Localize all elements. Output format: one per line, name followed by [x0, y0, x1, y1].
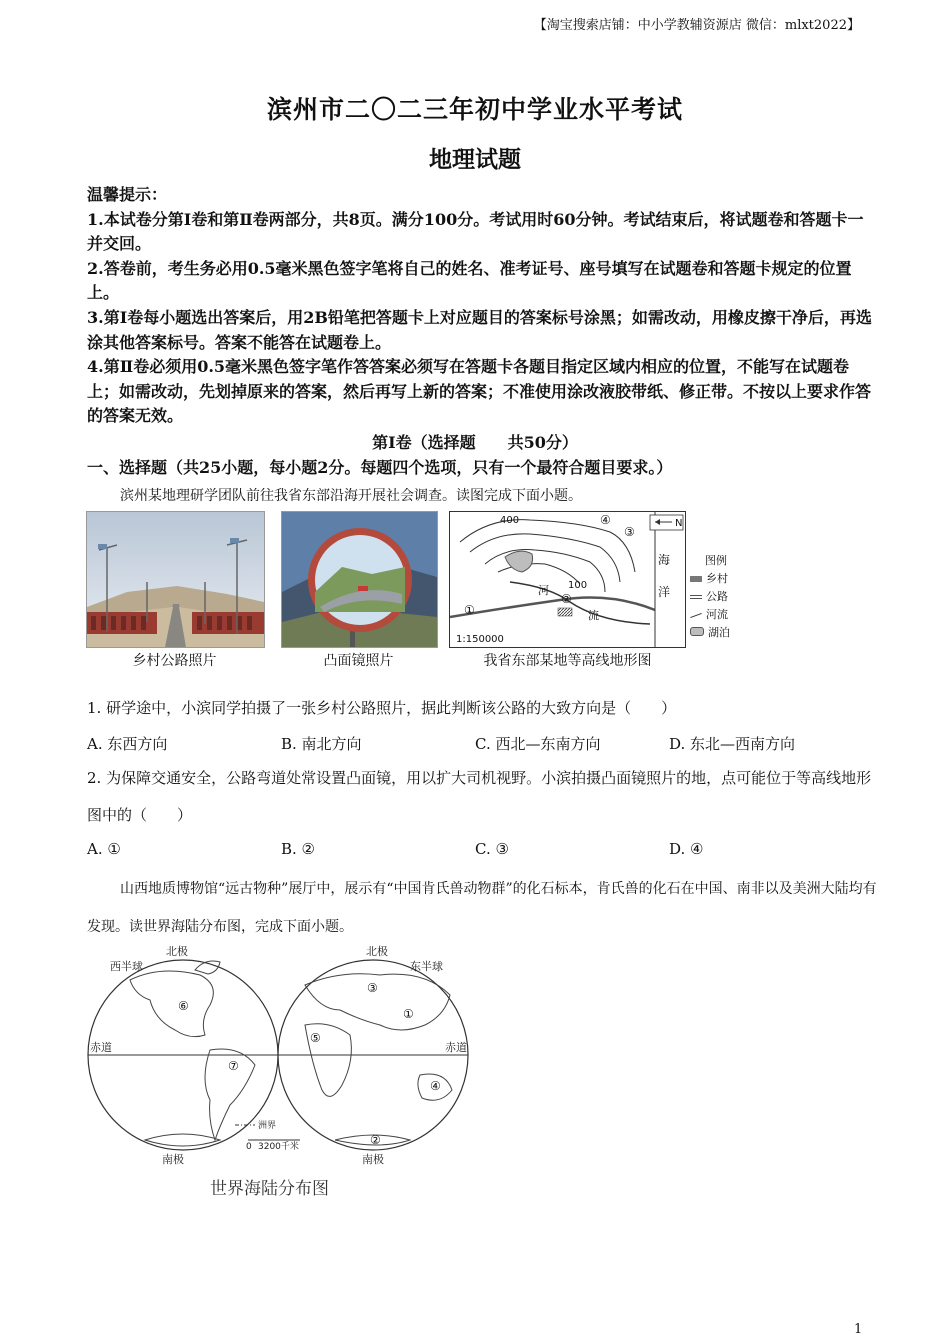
rural-road-caption: 乡村公路照片 — [132, 653, 217, 669]
notice-heading: 温馨提示： — [87, 185, 168, 204]
south-pole-label-west: 南极 — [162, 1153, 184, 1166]
contour-map-caption: 我省东部某地等高线地形图 — [483, 653, 652, 669]
notice-item: 1.本试卷分第Ⅰ卷和第Ⅱ卷两部分，共8页。满分100分。考试用时60分钟。考试结束后，将试题卷和答题卡一并交回。 — [87, 209, 864, 254]
river-label-1: 河 — [538, 584, 549, 597]
scale-length: 3200千米 — [258, 1142, 299, 1152]
south-pole-label-east: 南极 — [362, 1153, 384, 1166]
world-marker-5: ⑤ — [310, 1031, 321, 1045]
north-pole-label-west: 北极 — [166, 945, 188, 958]
legend-label: 乡村 — [706, 572, 728, 585]
map-scale: 1:150000 — [456, 634, 504, 645]
equator-label-west: 赤道 — [90, 1041, 112, 1054]
question-2-options — [87, 840, 877, 858]
option-c[interactable]: C. ③ — [475, 840, 509, 858]
question-stem: 山西地质博物馆“远古物种”展厅中，展示有“中国肯氏兽动物群”的化石标本，肯氏兽的化石在中国、南非以及美洲大陆均有发现。读世界海陆分布图，完成下面小题。 — [87, 881, 877, 935]
legend-label: 河流 — [706, 608, 728, 621]
question-1: 1. 研学途中，小滨同学拍摄了一张乡村公路照片，据此判断该公路的大致方向是（ ） — [87, 699, 677, 717]
option-d[interactable]: D. ④ — [669, 840, 704, 858]
notice-block — [87, 183, 877, 429]
section-heading: 一、选择题（共25小题，每小题2分。每题四个选项，只有一个最符合题目要求。） — [87, 458, 673, 477]
option-a[interactable]: A. 东西方向 — [87, 735, 168, 753]
convex-mirror-caption: 凸面镜照片 — [323, 653, 394, 669]
sea-label-1: 海 — [658, 553, 671, 567]
map-marker-4: ④ — [600, 513, 611, 527]
question-stem: 滨州某地理研学团队前往我省东部沿海开展社会调查。读图完成下面小题。 — [120, 488, 582, 504]
world-marker-1: ① — [403, 1007, 414, 1021]
legend-item-river — [690, 606, 750, 624]
notice-item: 3.第Ⅰ卷每小题选出答案后，用2B铅笔把答题卡上对应题目的答案标号涂黑；如需改动，用橡皮擦干净后，再选涂其他答案标号。答案不能答在试题卷上。 — [87, 307, 872, 352]
world-marker-4: ④ — [430, 1079, 441, 1093]
page-number: 1 — [854, 1322, 863, 1337]
scale-zero: 0 — [246, 1142, 252, 1152]
north-pole-label-east: 北极 — [366, 945, 388, 958]
legend-title: 图例 — [705, 554, 727, 567]
world-marker-7: ⑦ — [228, 1059, 239, 1073]
river-label-2: 流 — [588, 609, 599, 622]
contour-label-400: 400 — [500, 515, 520, 526]
contour-map — [449, 511, 686, 648]
exam-title: 滨州市二〇二三年初中学业水平考试 — [266, 95, 683, 124]
equator-label-east: 赤道 — [445, 1041, 467, 1054]
legend-label: 公路 — [706, 590, 728, 603]
world-marker-3: ③ — [367, 981, 378, 995]
option-a[interactable]: A. ① — [87, 840, 121, 858]
option-d[interactable]: D. 东北—西南方向 — [669, 735, 796, 753]
world-marker-6: ⑥ — [178, 999, 189, 1013]
question-1-options — [87, 733, 877, 754]
map-legend — [690, 552, 750, 642]
convex-mirror-photo — [281, 511, 438, 648]
world-map-caption: 世界海陆分布图 — [210, 1179, 329, 1199]
question-2: 2. 为保障交通安全，公路弯道处常设置凸面镜，用以扩大司机视野。小滨拍摄凸面镜照片的地，点可能位于等高线地形图中的（ ） — [87, 769, 872, 824]
option-b[interactable]: B. 南北方向 — [281, 735, 362, 753]
world-marker-2: ② — [370, 1133, 381, 1147]
map-marker-2: ② — [561, 592, 572, 606]
rural-road-photo — [86, 511, 265, 648]
western-hemisphere-label: 西半球 — [110, 960, 143, 973]
notice-item: 4.第Ⅱ卷必须用0.5毫米黑色签字笔作答答案必须写在答题卡各题目指定区域内相应的位置，不能写在试题卷上；如需改动，先划掉原来的答案，然后再写上新的答案；不准使用涂改液胶带纸、修正带。不按以上要求作答的答案无效。 — [87, 357, 872, 426]
option-c[interactable]: C. 西北—东南方向 — [475, 735, 601, 753]
exam-subtitle: 地理试题 — [429, 146, 521, 173]
sea-label-2: 洋 — [658, 585, 671, 599]
legend-item-lake — [690, 624, 750, 642]
notice-item: 2.答卷前，考生务必用0.5毫米黑色签字笔将自己的姓名、准考证号、座号填写在试题卷和答题卡规定的位置上。 — [87, 258, 852, 303]
legend-item-road — [690, 588, 750, 606]
contour-label-100: 100 — [568, 580, 588, 591]
map-marker-3: ③ — [624, 525, 635, 539]
map-marker-1: ① — [464, 603, 475, 617]
legend-item-village — [690, 570, 750, 588]
eastern-hemisphere-label: 东半球 — [410, 960, 443, 973]
legend-label: 湖泊 — [708, 626, 730, 639]
north-arrow-label: N — [675, 518, 683, 529]
legend-boundary-label: 洲界 — [258, 1121, 277, 1131]
watermark-text: 【淘宝搜索店铺：中小学教辅资源店 微信：mlxt2022】 — [533, 18, 860, 33]
world-land-sea-map — [80, 940, 480, 1200]
option-b[interactable]: B. ② — [281, 840, 316, 858]
part-heading: 第Ⅰ卷（选择题 共50分） — [372, 433, 578, 452]
